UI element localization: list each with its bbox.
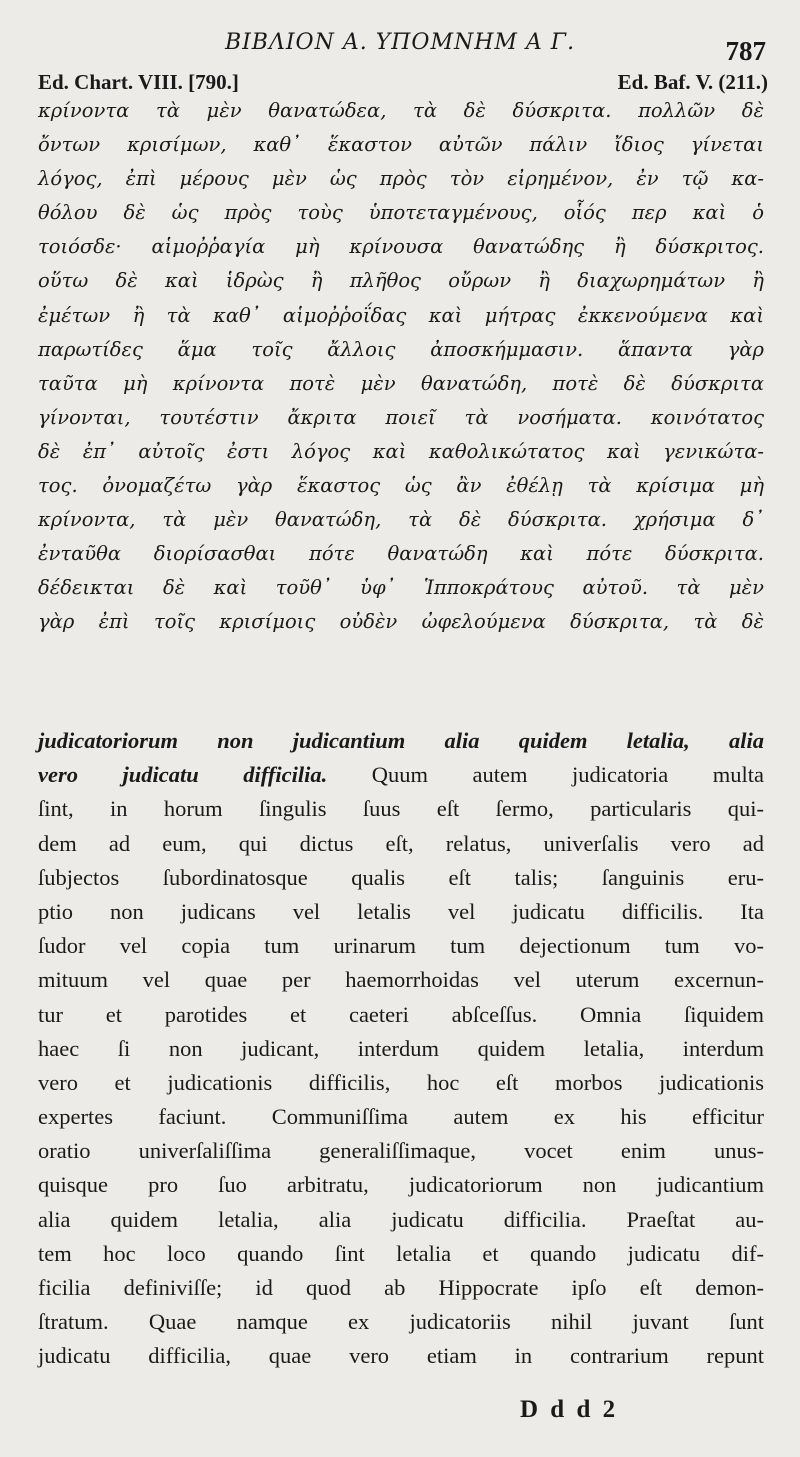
latin-line: ſtratum. Quae namque ex judicatoriis nihil juvant ſunt — [38, 1309, 764, 1335]
greek-line: κρίνοντα, τὰ μὲν θανατώδη, τὰ δὲ δύσκριτα. χρήσιμα δ᾽ — [38, 508, 764, 532]
greek-line: γίνονται, τουτέστιν ἄκριτα ποιεῖ τὰ νοσήματα. κοινότατος — [38, 405, 764, 429]
greek-line: ἐνταῦθα διορίσασθαι πότε θανατώδη καὶ πότε δύσκριτα. — [38, 542, 764, 566]
greek-line: ὄντων κρισίμων, καθ᾽ ἕκαστον αὐτῶν πάλιν ἴδιος γίνεται — [38, 133, 764, 157]
latin-line: ſudor vel copia tum urinarum tum dejectionum tum vo- — [38, 933, 764, 959]
greek-line: παρωτίδες ἅμα τοῖς ἄλλοις ἀποσκήμμασιν. ἅπαντα γὰρ — [38, 337, 764, 361]
greek-line: ἐμέτων ἢ τὰ καθ᾽ αἱμοῤῥοΐδας καὶ μήτρας ἐκκενούμενα καὶ — [38, 303, 764, 327]
edition-reference-basel: Ed. Baf. V. (211.) — [617, 70, 768, 94]
latin-line: judicatoriorum non judicantium alia quidem letalia, alia — [38, 728, 764, 753]
greek-line: δὲ ἐπ᾽ αὐτοῖς ἐστι λόγος καὶ καθολικώτατος καὶ γενικώτα- — [38, 439, 764, 463]
latin-line: alia quidem letalia, alia judicatu difficilia. Praeſtat au- — [38, 1206, 764, 1232]
latin-line: tur et parotides et caeteri abſceſſus. Omnia ſiquidem — [38, 1001, 764, 1027]
latin-line: ficilia definiviſſe; id quod ab Hippocrate ipſo eſt demon- — [38, 1275, 764, 1300]
latin-line — [38, 758, 764, 792]
latin-line-rest: Quum autem judicatoria multa — [327, 762, 764, 788]
greek-line: τοιόσδε· αἱμοῤῥαγία μὴ κρίνουσα θανατώδης ἢ δύσκριτος. — [38, 235, 764, 259]
running-title: ΒΙΒΛΙΟΝ Α. ΥΠΟΜΝΗΜ Α Γ. — [224, 30, 576, 55]
latin-line: ptio non judicans vel letalis vel judicatu difficilis. Ita — [38, 898, 764, 924]
greek-line: δέδεικται δὲ καὶ τοῦθ᾽ ὑφ᾽ Ἱπποκράτους αὐτοῦ. τὰ μὲν — [38, 576, 764, 600]
latin-line: ſint, in horum ſingulis ſuus eſt ſermo, particularis qui- — [38, 796, 764, 822]
latin-text-block — [38, 724, 764, 1374]
latin-line: mituum vel quae per haemorrhoidas vel uterum excernun- — [38, 967, 764, 993]
greek-line: κρίνοντα τὰ μὲν θανατώδεα, τὰ δὲ δύσκριτα. πολλῶν δὲ — [38, 99, 764, 122]
greek-line: λόγος, ἐπὶ μέρους μὲν ὡς πρὸς τὸν εἰρημένον, ἐν τῷ κα- — [38, 167, 764, 191]
greek-line: ταῦτα μὴ κρίνοντα ποτὲ μὲν θανατώδη, ποτὲ δὲ δύσκριτα — [38, 371, 764, 395]
page-number: 787 — [725, 36, 766, 66]
greek-line: θόλου δὲ ὡς πρὸς τοὺς ὑποτεταγμένους, οἷός περ καὶ ὁ — [38, 201, 764, 225]
greek-line: τος. ὀνομαζέτω γὰρ ἕκαστος ὡς ἂν ἐθέλῃ τὰ κρίσιμα μὴ — [38, 474, 764, 498]
latin-line: tem hoc loco quando ſint letalia et quando judicatu dif- — [38, 1240, 764, 1266]
latin-line: dem ad eum, qui dictus eſt, relatus, univerſalis vero ad — [38, 830, 764, 856]
greek-text-block — [38, 94, 764, 640]
latin-line: judicatu difficilia, quae vero etiam in contrarium repunt — [38, 1343, 764, 1369]
latin-line: ſubjectos ſubordinatosque qualis eſt talis; ſanguinis eru- — [38, 864, 764, 890]
latin-line: expertes faciunt. Communiſſima autem ex his efficitur — [38, 1104, 764, 1130]
latin-line: quisque pro ſuo arbitratu, judicatoriorum non judicantium — [38, 1172, 764, 1198]
greek-line: οὕτω δὲ καὶ ἱδρὼς ἢ πλῆθος οὔρων ἢ διαχωρημάτων ἢ — [38, 269, 764, 293]
signature-mark: D d d 2 — [520, 1396, 619, 1423]
latin-line: vero et judicationis difficilis, hoc eſt morbos judicationis — [38, 1069, 764, 1095]
latin-line: oratio univerſaliſſima generaliſſimaque, vocet enim unus- — [38, 1138, 764, 1164]
greek-line: γὰρ ἐπὶ τοῖς κρισίμοις οὐδὲν ὠφελούμενα δύσκριτα, τὰ δὲ — [38, 610, 764, 634]
latin-line: haec ſi non judicant, interdum quidem letalia, interdum — [38, 1035, 764, 1061]
latin-italic-phrase: vero judicatu difficilia. — [38, 762, 328, 788]
edition-reference-chartier: Ed. Chart. VIII. [790.] — [38, 70, 239, 94]
